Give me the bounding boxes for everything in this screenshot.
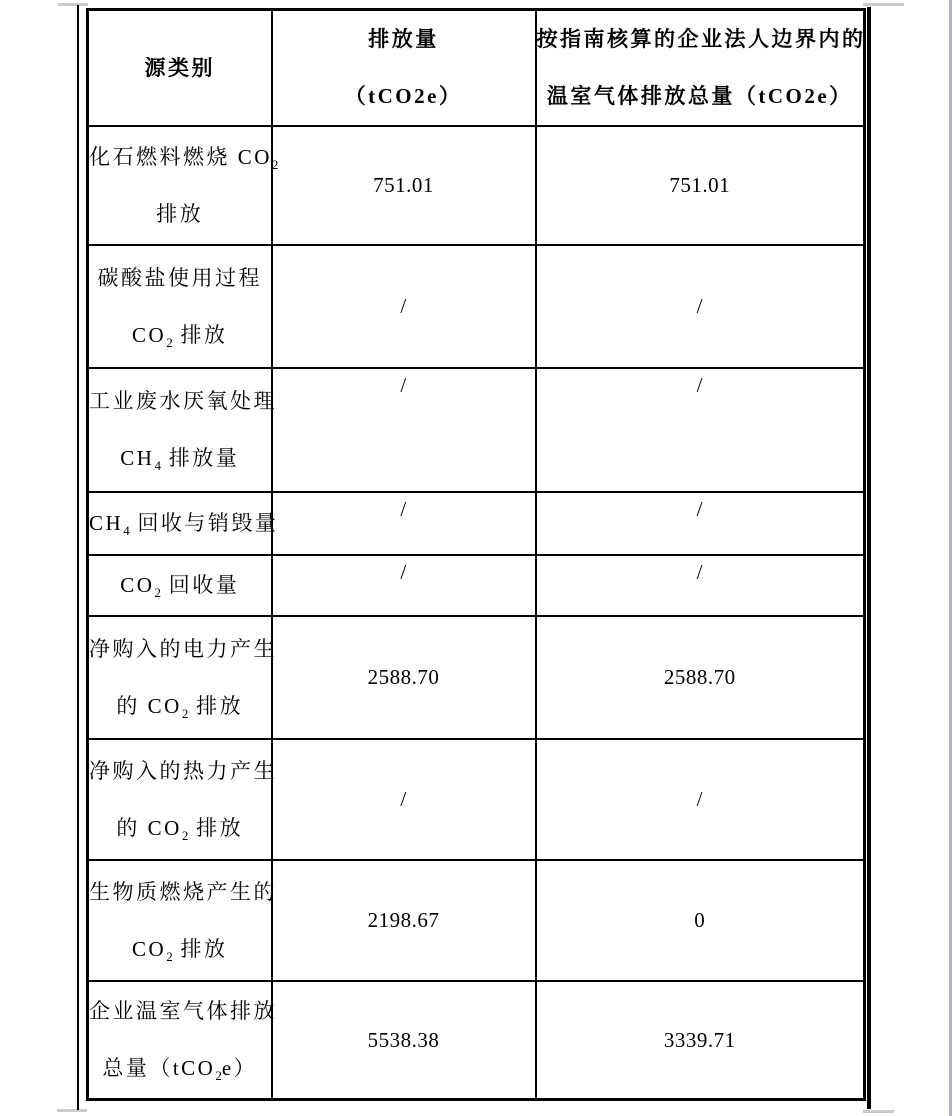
emission-value: / [272,368,536,492]
boundary-total-value: / [536,739,865,860]
emission-value: / [272,555,536,616]
header-source-category: 源类别 [88,10,272,127]
emission-value: / [272,492,536,555]
row-label: $CH_4$ 回收与销毁量 [88,492,272,555]
emissions-table [86,8,866,1101]
outer-frame-line-left [77,5,79,1110]
boundary-total-value: 3339.71 [536,981,865,1100]
table-row-total [88,981,865,1100]
emission-value: 5538.38 [272,981,536,1100]
header-emission: 排放量 （tCO2e） [272,10,536,127]
outer-frame-line-right [867,7,871,1109]
boundary-total-value: / [536,492,865,555]
boundary-total-value: 751.01 [536,126,865,245]
table-row-wastewater [88,368,865,492]
row-label: 生物质燃烧产生的 $CO_2$ 排放 [88,860,272,981]
boundary-total-value: / [536,555,865,616]
row-label: 化石燃料燃烧 $CO_2$ 排放 [88,126,272,245]
table-row-purchased-heat [88,739,865,860]
emission-value: / [272,739,536,860]
emission-value: 2198.67 [272,860,536,981]
row-label: 企业温室气体排放 总量（tCO$_2$e） [88,981,272,1100]
row-label: 碳酸盐使用过程 $CO_2$ 排放 [88,245,272,368]
table-row-co2-recovery [88,555,865,616]
table-row-ch4-recovery [88,492,865,555]
table-row-purchased-electricity [88,616,865,739]
row-label: 净购入的电力产生 的 $CO_2$ 排放 [88,616,272,739]
boundary-total-value: / [536,245,865,368]
emission-value: / [272,245,536,368]
boundary-total-value: / [536,368,865,492]
row-label: 工业废水厌氧处理 $CH_4$ 排放量 [88,368,272,492]
table-row-biomass [88,860,865,981]
header-boundary-total: 按指南核算的企业法人边界内的 温室气体排放总量（tCO2e） [536,10,865,127]
gridline-bottom-right [863,1110,894,1113]
table-row-fossil-fuel [88,126,865,245]
table-row-carbonate [88,245,865,368]
gridline-bottom-left [57,1109,87,1112]
table-header-row [88,10,865,127]
gridline-top-right [863,3,904,6]
row-label: 净购入的热力产生 的 $CO_2$ 排放 [88,739,272,860]
boundary-total-value: 0 [536,860,865,981]
emission-value: 751.01 [272,126,536,245]
emission-value: 2588.70 [272,616,536,739]
row-label: $CO_2$ 回收量 [88,555,272,616]
gridline-top-left [58,3,88,6]
boundary-total-value: 2588.70 [536,616,865,739]
